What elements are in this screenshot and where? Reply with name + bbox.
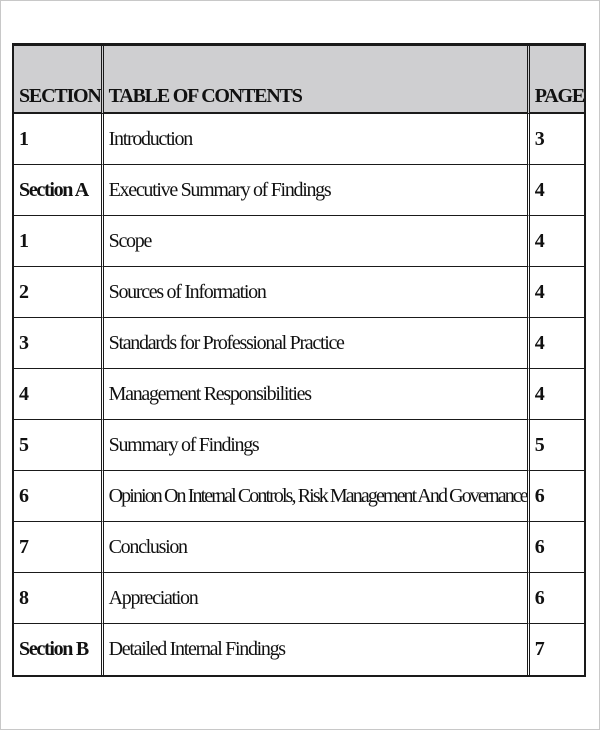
table-of-contents xyxy=(12,43,586,677)
header-row xyxy=(14,46,584,114)
row-section: 6 xyxy=(14,471,104,522)
row-title: Opinion On Internal Controls, Risk Management And Governance xyxy=(104,471,530,522)
row-title: Conclusion xyxy=(104,522,530,573)
row-page: 4 xyxy=(530,216,584,267)
table-row xyxy=(14,573,584,624)
table-row xyxy=(14,114,584,165)
row-page: 5 xyxy=(530,420,584,471)
row-page: 4 xyxy=(530,369,584,420)
section-column-header: SECTION xyxy=(14,46,104,114)
table-row xyxy=(14,216,584,267)
table-row xyxy=(14,369,584,420)
row-title: Executive Summary of Findings xyxy=(104,165,530,216)
title-column-header: TABLE OF CONTENTS xyxy=(104,46,530,114)
row-section: 4 xyxy=(14,369,104,420)
row-section: 5 xyxy=(14,420,104,471)
table-row xyxy=(14,420,584,471)
row-title: Summary of Findings xyxy=(104,420,530,471)
table-row xyxy=(14,522,584,573)
table-row xyxy=(14,318,584,369)
row-title: Introduction xyxy=(104,114,530,165)
row-title: Standards for Professional Practice xyxy=(104,318,530,369)
row-section: Section B xyxy=(14,624,104,675)
table-row xyxy=(14,624,584,675)
table-row xyxy=(14,267,584,318)
row-title: Detailed Internal Findings xyxy=(104,624,530,675)
row-page: 4 xyxy=(530,267,584,318)
row-page: 6 xyxy=(530,471,584,522)
row-section: 8 xyxy=(14,573,104,624)
page-column-header: PAGE xyxy=(530,46,584,114)
row-page: 4 xyxy=(530,318,584,369)
row-section: 2 xyxy=(14,267,104,318)
row-title: Scope xyxy=(104,216,530,267)
row-title: Management Responsibilities xyxy=(104,369,530,420)
row-section: 1 xyxy=(14,216,104,267)
row-section: 1 xyxy=(14,114,104,165)
row-page: 3 xyxy=(530,114,584,165)
row-page: 6 xyxy=(530,522,584,573)
row-title: Appreciation xyxy=(104,573,530,624)
row-page: 4 xyxy=(530,165,584,216)
row-title: Sources of Information xyxy=(104,267,530,318)
table-row xyxy=(14,471,584,522)
row-page: 6 xyxy=(530,573,584,624)
row-page: 7 xyxy=(534,638,544,660)
row-section: 3 xyxy=(14,318,104,369)
row-section: 7 xyxy=(14,522,104,573)
table-row xyxy=(14,165,584,216)
row-section: Section A xyxy=(14,165,104,216)
